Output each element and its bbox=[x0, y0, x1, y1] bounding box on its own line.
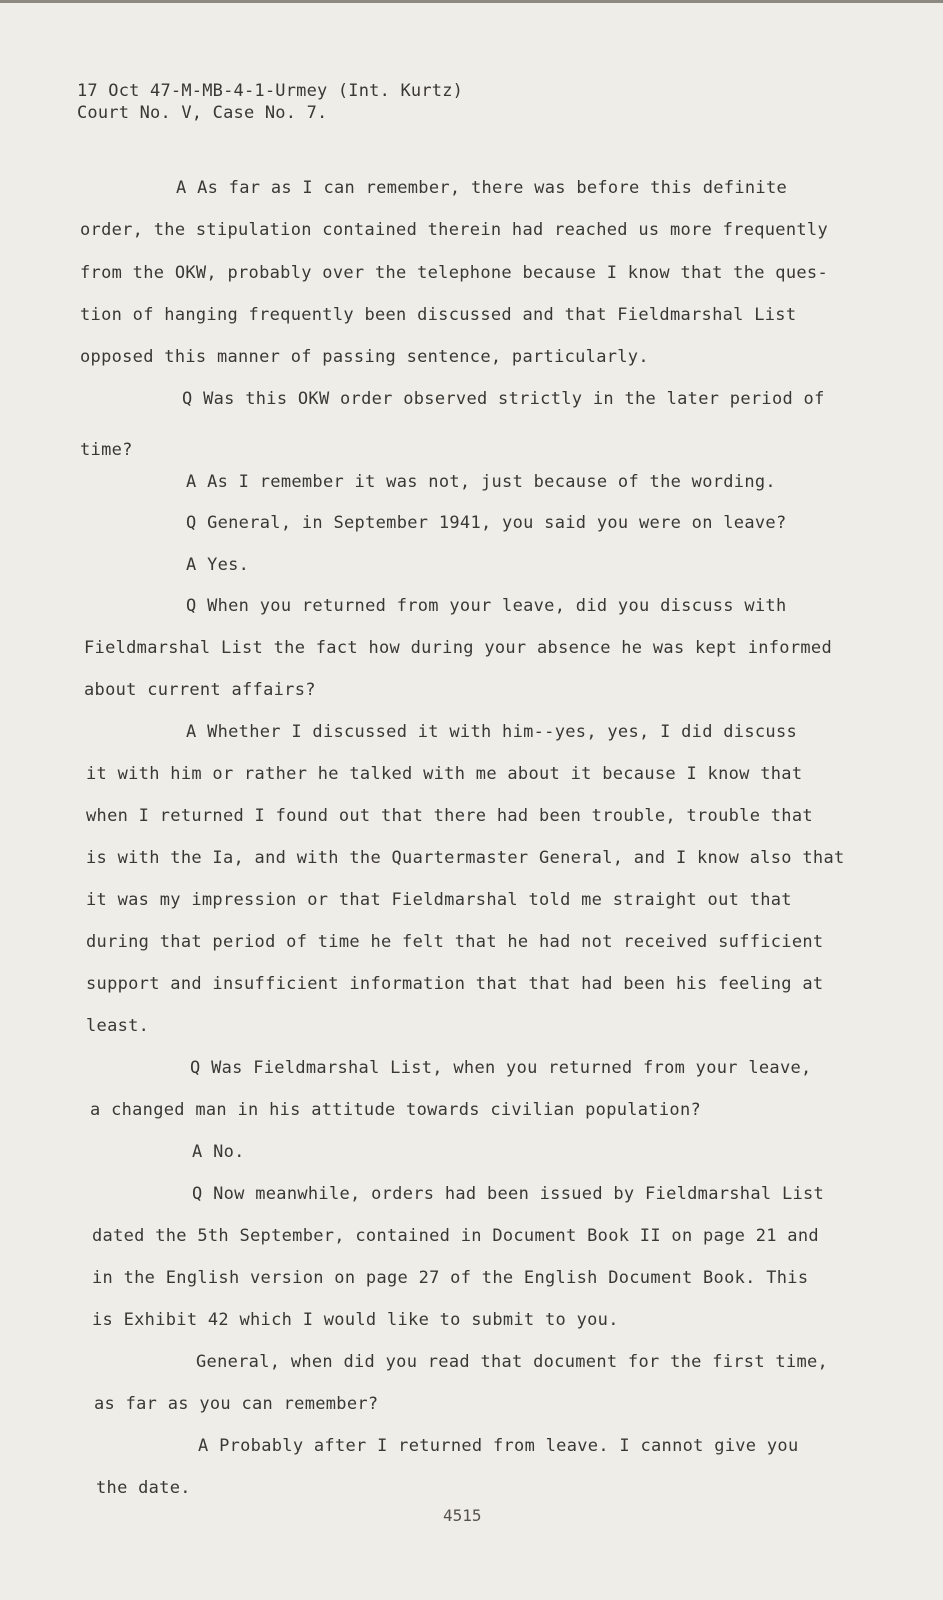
body-line: A Yes. bbox=[186, 555, 250, 575]
body-line: A Whether I discussed it with him--yes, yes, I did discuss bbox=[186, 722, 798, 742]
body-line: dated the 5th September, contained in Document Book II on page 21 and bbox=[92, 1226, 819, 1246]
body-line: it was my impression or that Fieldmarshal told me straight out that bbox=[86, 890, 792, 910]
scan-edge bbox=[0, 0, 943, 3]
body-line: A No. bbox=[192, 1142, 245, 1162]
body-line: Q Was Fieldmarshal List, when you returned from your leave, bbox=[190, 1058, 812, 1078]
body-line: Q Now meanwhile, orders had been issued by Fieldmarshal List bbox=[192, 1184, 825, 1204]
body-line: A As I remember it was not, just because of the wording. bbox=[186, 472, 776, 492]
page-number: 4515 bbox=[443, 1506, 482, 1525]
body-line: it with him or rather he talked with me about it because I know that bbox=[86, 764, 803, 784]
body-line: opposed this manner of passing sentence, particularly. bbox=[80, 347, 649, 367]
body-line: the date. bbox=[96, 1478, 191, 1498]
body-line: Q When you returned from your leave, did you discuss with bbox=[186, 596, 787, 616]
body-line: about current affairs? bbox=[84, 680, 316, 700]
body-line: A Probably after I returned from leave. I cannot give you bbox=[198, 1436, 799, 1456]
body-line: as far as you can remember? bbox=[94, 1394, 379, 1414]
body-line: during that period of time he felt that he had not received sufficient bbox=[86, 932, 824, 952]
body-line: is Exhibit 42 which I would like to submit to you. bbox=[92, 1310, 619, 1330]
body-line: General, when did you read that document for the first time, bbox=[196, 1352, 829, 1372]
body-line: from the OKW, probably over the telephone because I know that the ques- bbox=[80, 263, 828, 283]
body-line: support and insufficient information that that had been his feeling at bbox=[86, 974, 824, 994]
body-line: a changed man in his attitude towards civilian population? bbox=[90, 1100, 702, 1120]
body-line: tion of hanging frequently been discussed and that Fieldmarshal List bbox=[80, 305, 797, 325]
body-line: in the English version on page 27 of the English Document Book. This bbox=[92, 1268, 809, 1288]
body-line: is with the Ia, and with the Quartermaster General, and I know also that bbox=[86, 848, 845, 868]
body-line: Q General, in September 1941, you said you were on leave? bbox=[186, 513, 787, 533]
body-line: least. bbox=[86, 1016, 150, 1036]
body-line: A As far as I can remember, there was before this definite bbox=[176, 178, 788, 198]
document-header bbox=[77, 80, 463, 124]
body-line: order, the stipulation contained therein had reached us more frequently bbox=[80, 220, 828, 240]
body-line: when I returned I found out that there had been trouble, trouble that bbox=[86, 806, 813, 826]
body-line: Fieldmarshal List the fact how during your absence he was kept informed bbox=[84, 638, 832, 658]
header-court-line: Court No. V, Case No. 7. bbox=[77, 103, 328, 123]
body-line: time? bbox=[80, 440, 133, 460]
header-case-line: 17 Oct 47-M-MB-4-1-Urmey (Int. Kurtz) bbox=[77, 81, 464, 101]
body-line: Q Was this OKW order observed strictly in the later period of bbox=[182, 389, 825, 409]
